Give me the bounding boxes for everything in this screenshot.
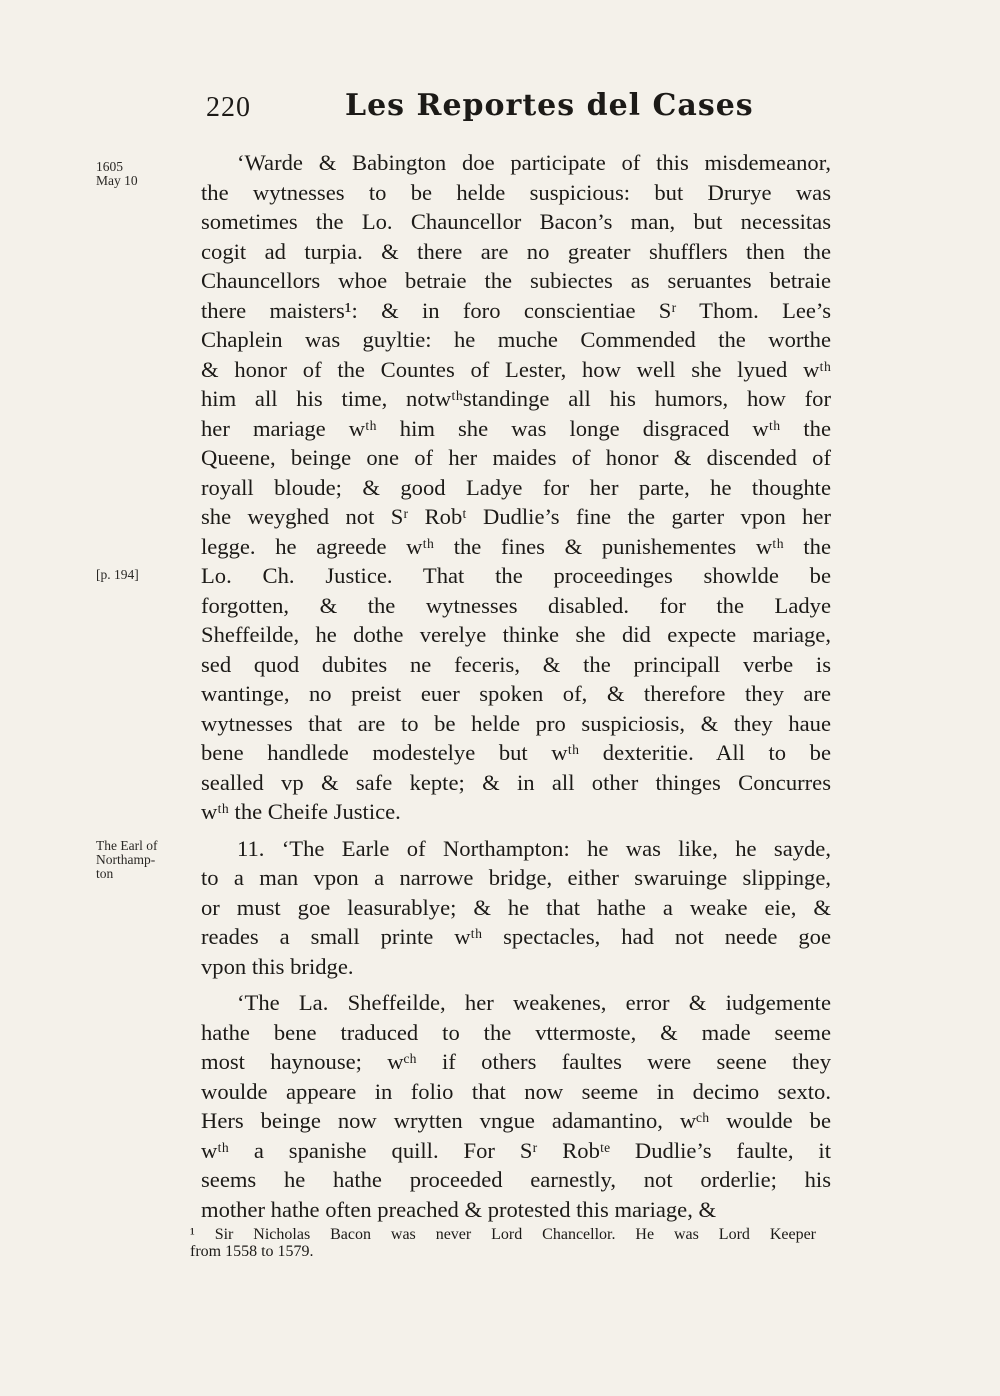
margin-note-line: [p. 194] [96,567,139,582]
text-line: Chaplein was guyltie: he muche Commended the worthe [201,327,831,352]
footnote-line: from 1558 to 1579. [190,1243,314,1260]
text-line: ‘The La. Sheffeilde, her weakenes, error & iudgemente [237,990,831,1015]
margin-note-line: ton [96,866,114,881]
margin-note-date [96,160,186,188]
paragraph [201,988,831,1224]
text-line: vpon this bridge. [201,953,354,979]
text-line: cogit ad turpia. & there are no greater shufflers then the [201,238,831,264]
text-line: sometimes the Lo. Chauncellor Bacon’s man, but necessitas [201,209,831,234]
text-line: Lo. Ch. Justice. That the proceedinges showlde be [201,563,831,588]
text-line: wantinge, no preist euer spoken of, & therefore they are [201,681,831,706]
text-line: sealled vp & safe kepte; & in all other thinges Concurres [201,769,831,795]
text-line: wᵗʰ the Cheife Justice. [201,799,401,824]
margin-note-line: Northamp- [96,852,156,867]
page-number: 220 [206,92,251,123]
text-line: him all his time, notwᵗʰstandinge all his humors, how for [201,386,831,411]
text-line: wᵗʰ a spanishe quill. For Sʳ Robᵗᵉ Dudlie’s faulte, it [201,1137,831,1163]
paragraph [201,834,831,982]
paragraph [201,148,831,827]
text-line: ‘Warde & Babington doe participate of this misdemeanor, [237,150,831,175]
margin-note-line: The Earl of [96,838,158,853]
text-line: most haynouse; wᶜʰ if others faultes were seene they [201,1049,831,1074]
text-line: wytnesses that are to be helde pro suspiciosis, & they haue [201,710,831,736]
text-line: Hers beinge now wrytten vngue adamantino, wᶜʰ woulde be [201,1108,831,1133]
margin-note-line: May 10 [96,173,138,188]
text-line: sed quod dubites ne feceris, & the principall verbe is [201,651,831,677]
running-title: Les Reportes del Cases [345,88,754,123]
text-line: bene handlede modestelye but wᵗʰ dexteritie. All to be [201,740,831,765]
body-text [201,148,831,1224]
text-line: legge. he agreede wᵗʰ the fines & punishementes wᵗʰ the [201,533,831,559]
text-line: mother hathe often preached & protested this mariage, & [201,1196,717,1222]
text-line: Chauncellors whoe betraie the subiectes as seruantes betraie [201,268,831,293]
text-line: there maisters¹: & in foro conscientiae Sʳ Thom. Lee’s [201,297,831,323]
text-line: reades a small printe wᵗʰ spectacles, had not neede goe [201,924,831,949]
page-header [200,88,830,128]
text-line: royall bloude; & good Ladye for her parte, he thoughte [201,474,831,500]
text-line: forgotten, & the wytnesses disabled. for the Ladye [201,592,831,618]
text-line: woulde appeare in folio that now seeme in decimo sexto. [201,1078,831,1104]
margin-note-speaker [96,839,186,881]
footnote-line: ¹ Sir Nicholas Bacon was never Lord Chancellor. He was Lord Keeper [190,1226,816,1243]
text-line: she weyghed not Sʳ Robᵗ Dudlie’s fine the garter vpon her [201,504,831,529]
text-line: Sheffeilde, he dothe verelye thinke she did expecte mariage, [201,622,831,647]
footnote [190,1226,816,1260]
text-line: her mariage wᵗʰ him she was longe disgraced wᵗʰ the [201,415,831,441]
text-line: to a man vpon a narrowe bridge, either swaruinge slippinge, [201,865,831,890]
text-line: or must goe leasurablye; & he that hathe a weake eie, & [201,894,831,920]
text-line: seems he hathe proceeded earnestly, not orderlie; his [201,1167,831,1192]
margin-note-line: 1605 [96,159,123,174]
text-line: 11. ‘The Earle of Northampton: he was like, he sayde, [237,835,831,861]
text-line: Queene, beinge one of her maides of honor & discended of [201,445,831,470]
margin-note-page-ref [96,568,186,582]
text-line: the wytnesses to be helde suspicious: but Drurye was [201,179,831,205]
text-line: & honor of the Countes of Lester, how well she lyued wᵗʰ [201,356,831,382]
text-line: hathe bene traduced to the vttermoste, & made seeme [201,1019,831,1045]
